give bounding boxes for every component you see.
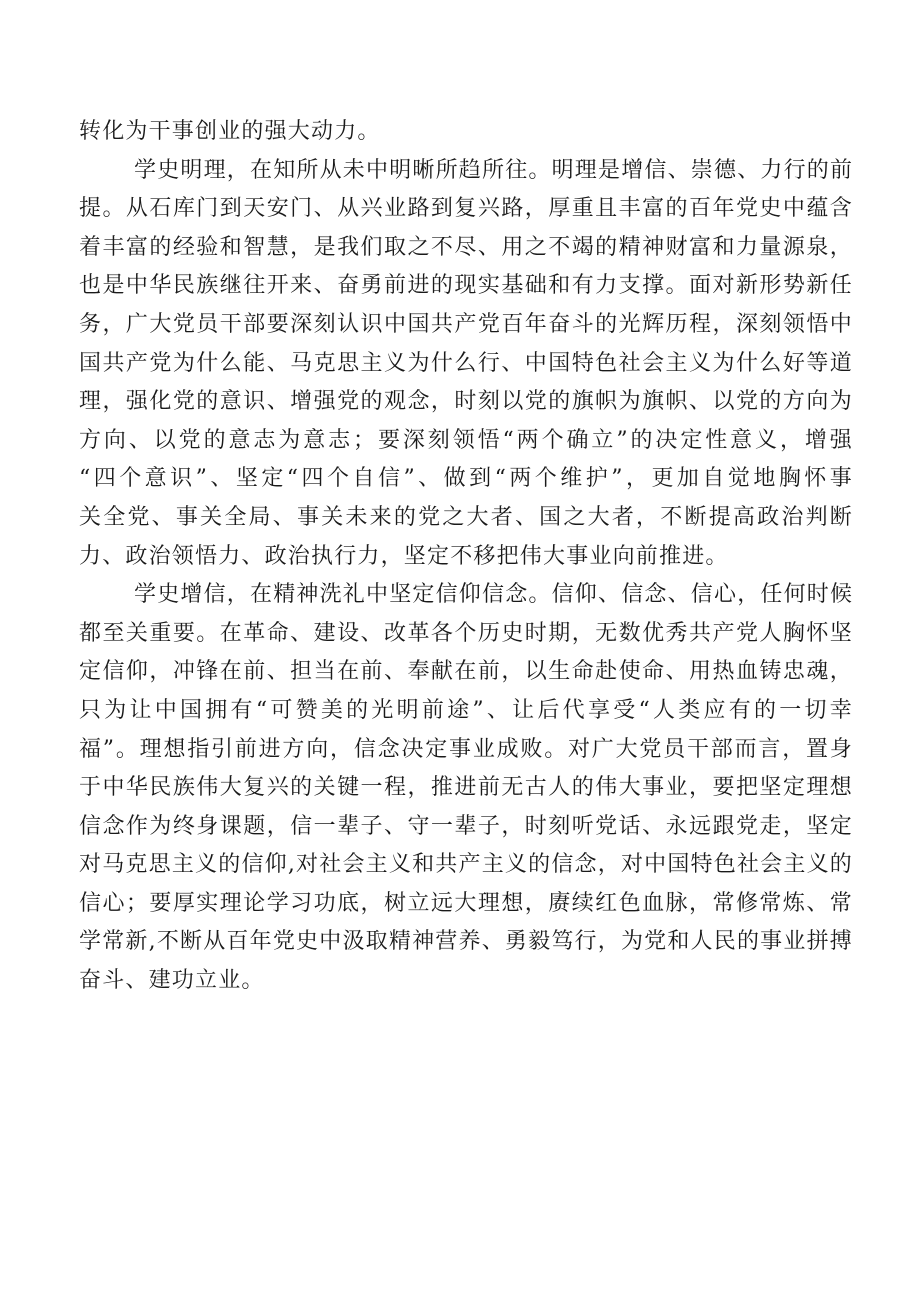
text-line: 理，强化党的意识、增强党的观念，时刻以党的旗帜为旗帜、以党的方向为 (79, 389, 853, 415)
text-line: 对马克思主义的信仰,对社会主义和共产主义的信念，对中国特色社会主义的 (79, 852, 853, 878)
text-line: 定信仰，冲锋在前、担当在前、奉献在前，以生命赴使命、用热血铸忠魂， (79, 659, 853, 685)
text-line: 关全党、事关全局、事关未来的党之大者、国之大者，不断提高政治判断 (79, 504, 853, 530)
text-line: 信心；要厚实理论学习功底，树立远大理想，赓续红色血脉，常修常炼、常 (79, 890, 853, 916)
text-line: 奋斗、建功立业。 (79, 968, 265, 994)
text-line: 提。从石库门到天安门、从兴业路到复兴路，厚重且丰富的百年党史中蕴含 (79, 196, 853, 222)
document-body (79, 113, 853, 1001)
text-line: 转化为干事创业的强大动力。 (79, 119, 381, 144)
text-line: 务，广大党员干部要深刻认识中国共产党百年奋斗的光辉历程，深刻领悟中 (79, 311, 853, 337)
text-line: 着丰富的经验和智慧，是我们取之不尽、用之不竭的精神财富和力量源泉， (79, 234, 853, 260)
text-line: 信念作为终身课题，信一辈子、守一辈子，时刻听党话、永远跟党走，坚定 (79, 813, 853, 839)
paragraph (79, 152, 853, 577)
text-line: 力、政治领悟力、政治执行力，坚定不移把伟大事业向前推进。 (79, 543, 729, 569)
text-line: 国共产党为什么能、马克思主义为什么行、中国特色社会主义为什么好等道 (79, 350, 853, 376)
text-line: 都至关重要。在革命、建设、改革各个历史时期，无数优秀共产党人胸怀坚 (79, 620, 853, 646)
text-line: 学史明理，在知所从未中明晰所趋所往。明理是增信、崇德、力行的前 (134, 157, 854, 183)
text-line: 学常新,不断从百年党史中汲取精神营养、勇毅笃行，为党和人民的事业拼搏 (79, 929, 853, 955)
text-line: “四个意识”、坚定“四个自信”、做到“两个维护”，更加自觉地胸怀事 (79, 466, 853, 492)
text-line: 只为让中国拥有“可赞美的光明前途”、让后代享受“人类应有的一切幸 (79, 697, 853, 723)
text-line: 也是中华民族继往开来、奋勇前进的现实基础和有力支撑。面对新形势新任 (79, 273, 853, 299)
text-line: 方向、以党的意志为意志；要深刻领悟“两个确立”的决定性意义，增强 (79, 427, 853, 453)
text-line: 学史增信，在精神洗礼中坚定信仰信念。信仰、信念、信心，任何时候 (134, 582, 854, 608)
paragraph (79, 576, 853, 1001)
text-line: 于中华民族伟大复兴的关键一程，推进前无古人的伟大事业，要把坚定理想 (79, 775, 853, 801)
paragraph (79, 113, 853, 152)
text-line: 福”。理想指引前进方向，信念决定事业成败。对广大党员干部而言，置身 (79, 736, 853, 762)
